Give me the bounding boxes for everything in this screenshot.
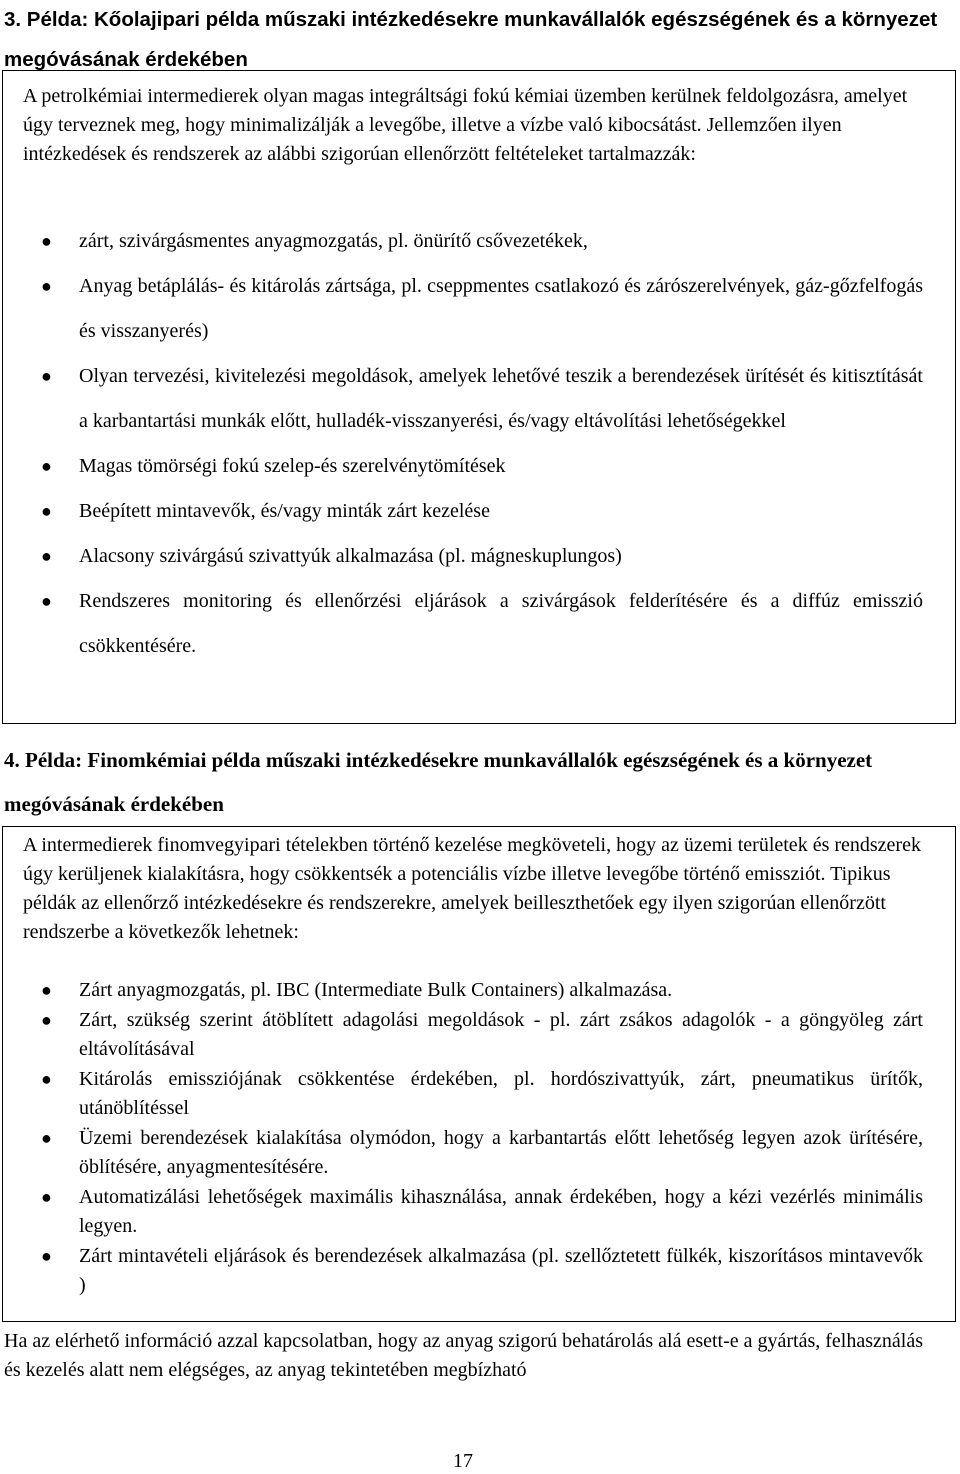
bullet-icon: ●	[41, 456, 52, 476]
section4-list	[3, 976, 955, 1301]
list-item: ● Zárt, szükség szerint átöblített adagolási megoldások - pl. zárt zsákos adagolók - a göngyöleg zárt eltávolításával	[3, 1006, 955, 1064]
bullet-icon: ●	[41, 591, 52, 611]
list-item: ● Automatizálási lehetőségek maximális kihasználása, annak érdekében, hogy a kézi vezérlés minimális legyen.	[3, 1183, 955, 1241]
bullet-icon: ●	[41, 1187, 52, 1207]
list-item: ● Rendszeres monitoring és ellenőrzési eljárások a szivárgások felderítésére és a diffúz emisszió csökkentésére.	[3, 579, 955, 669]
list-item: ● Zárt anyagmozgatás, pl. IBC (Intermediate Bulk Containers) alkalmazása.	[3, 976, 955, 1005]
section4-box	[2, 826, 956, 1322]
list-item: ● Magas tömörségi fokú szelep-és szerelvénytömítések	[3, 444, 955, 489]
bullet-icon: ●	[41, 1246, 52, 1266]
list-item: ● Zárt mintavételi eljárások és berendezések alkalmazása (pl. szellőztetett fülkék, kiszorításos mintavevők )	[3, 1242, 955, 1300]
bullet-icon: ●	[41, 546, 52, 566]
list-item: ● zárt, szivárgásmentes anyagmozgatás, pl. önürítő csővezetékek,	[3, 219, 955, 264]
list-item: ● Olyan tervezési, kivitelezési megoldások, amelyek lehetővé teszik a berendezések ürítését és kitisztítását a karbantartási munkák előtt, hulladék-visszanyerési, és/vagy eltávolítási lehetőségekkel	[3, 354, 955, 444]
section4-heading: 4. Példa: Finomkémiai példa műszaki intézkedésekre munkavállalók egészségének és a környezet megóvásának érdekében	[4, 748, 873, 816]
closing-paragraph: Ha az elérhető információ azzal kapcsolatban, hogy az anyag szigorú behatárolás alá esett-e a gyártás, felhasználás és kezelés alatt nem elégséges, az anyag tekintetében megbízható	[4, 1330, 923, 1381]
bullet-icon: ●	[41, 501, 52, 521]
section4-intro: A intermedierek finomvegyipari tételekben történő kezelése megköveteli, hogy az üzemi területek és rendszerek úgy kerüljenek kialakításra, hogy csökkentsék a potenciális vízbe illetve levegőbe történő emissziót. Tipikus példák az ellenőrző intézkedésekre és rendszerekre, amelyek beilleszthetőek egy ilyen szigorúan ellenőrzött rendszerbe a következők lehetnek:	[23, 834, 921, 943]
list-item: ● Alacsony szivárgású szivattyúk alkalmazása (pl. mágneskuplungos)	[3, 534, 955, 579]
bullet-icon: ●	[41, 1128, 52, 1148]
list-item: ● Üzemi berendezések kialakítása olymódon, hogy a karbantartás előtt lehetőség legyen azok ürítésére, öblítésére, anyagmentesítésére.	[3, 1124, 955, 1182]
list-item: ● Anyag betáplálás- és kitárolás zártsága, pl. cseppmentes csatlakozó és zárószerelvények, gáz-gőzfelfogás és visszanyerés)	[3, 264, 955, 354]
section3-box	[2, 70, 956, 724]
page-number: 17	[453, 1450, 473, 1472]
bullet-icon: ●	[41, 366, 52, 386]
list-item: ● Beépített mintavevők, és/vagy minták zárt kezelése	[3, 489, 955, 534]
section3-intro: A petrolkémiai intermedierek olyan magas integráltsági fokú kémiai üzemben kerülnek feldolgozásra, amelyet úgy terveznek meg, hogy minimalizálják a levegőbe, illetve a vízbe való kibocsátást. Jellemzően ilyen intézkedések és rendszerek az alábbi szigorúan ellenőrzött feltételeket tartalmazzák:	[23, 85, 908, 165]
bullet-icon: ●	[41, 1069, 52, 1089]
bullet-icon: ●	[41, 231, 52, 251]
bullet-icon: ●	[41, 1010, 52, 1030]
list-item: ● Kitárolás emissziójának csökkentése érdekében, pl. hordószivattyúk, zárt, pneumatikus ürítők, utánöblítéssel	[3, 1065, 955, 1123]
bullet-icon: ●	[41, 980, 52, 1000]
bullet-icon: ●	[41, 276, 52, 296]
section3-heading: 3. Példa: Kőolajipari példa műszaki intézkedésekre munkavállalók egészségének és a környezet megóvásának érdekében	[4, 8, 938, 71]
section3-list	[3, 219, 955, 669]
